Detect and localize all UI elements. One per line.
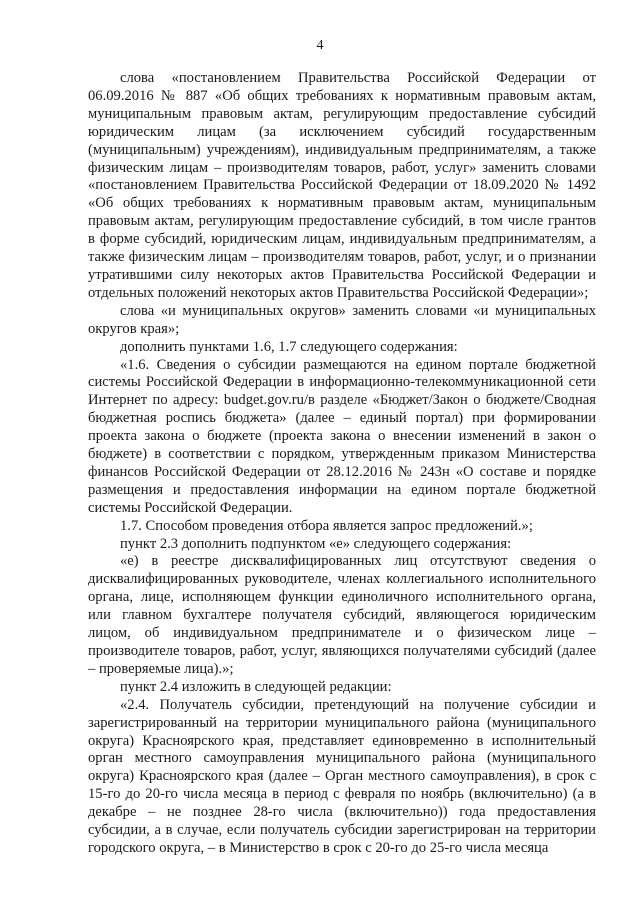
paragraph-replace-resolution: слова «постановлением Правительства Российской Федерации от 06.09.2016 № 887 «Об общих требованиях к нормативным правовым актам, муниципальным правовым актам, регулирующим предоставление субсидий юридическим лицам (за исключением субсидий государственным (муниципальным) учреждениям), индивидуальным предпринимателям, а также физическим лицам – производителям товаров, работ, услуг» заменить словами «постановлением Правительства Российской Федерации от 18.09.2020 № 1492 «Об общих требованиях к нормативным правовым актам, муниципальным правовым актам, регулирующим предоставление субсидий, в том числе грантов в форме субсидий, юридическим лицам, индивидуальным предпринимателям, а также физическим лицам – производителям товаров, работ, услуг, и о признании утратившими силу некоторых актов Правительства Российской Федерации и отдельных положений некоторых актов Правительства Российской Федерации»; bbox=[88, 70, 596, 301]
paragraph-replace-districts: слова «и муниципальных округов» заменить словами «и муниципальных округов края»; bbox=[88, 302, 596, 337]
page-number: 4 bbox=[316, 38, 324, 53]
paragraph-item-2-3-intro: пункт 2.3 дополнить подпунктом «е» следующего содержания: bbox=[120, 535, 512, 552]
paragraph-item-1-7: 1.7. Способом проведения отбора является запрос предложений.»; bbox=[120, 517, 533, 534]
document-body bbox=[88, 70, 596, 858]
paragraph-add-items: дополнить пунктами 1.6, 1.7 следующего содержания: bbox=[120, 338, 458, 355]
paragraph-item-2-4: «2.4. Получатель субсидии, претендующий на получение субсидии и зарегистрированный на территории муниципального района (муниципального округа) Красноярского края, представляет единовременно в исполнительный орган местного самоуправления муниципального района (муниципального округа) Красноярского края (далее – Орган местного самоуправления), в срок с 15-го до 20-го числа месяца в период с февраля по ноябрь (включительно) (а в декабре – не позднее 28-го числа (включительно)) года предоставления субсидии, а в случае, если получатель субсидии зарегистрирован на территории городского округа, – в Министерство в срок с 20-го до 25-го числа месяца bbox=[88, 696, 596, 856]
paragraph-item-1-6: «1.6. Сведения о субсидии размещаются на едином портале бюджетной системы Российской Федерации в информационно-телекоммуникационной сети Интернет по адресу: budget.gov.ru/в разделе «Бюджет/Закон о бюджете/Сводная бюджетная роспись бюджета» (далее – единый портал) при формировании проекта закона о бюджете (проекта закона о внесении изменений в закон о бюджете) в соответствии с порядком, утвержденным приказом Министерства финансов Российской Федерации от 28.12.2016 № 243н «О составе и порядке размещения и предоставления информации на едином портале бюджетной системы Российской Федерации. bbox=[88, 356, 596, 516]
paragraph-subitem-e: «е) в реестре дисквалифицированных лиц отсутствуют сведения о дисквалифицированных руководителе, членах коллегиального исполнительного органа, лице, исполняющем функции единоличного исполнительного органа, или главном бухгалтере получателя субсидий, являющегося юридическим лицом, об индивидуальном предпринимателе и о физическом лице – производителе товаров, работ, услуг, являющихся получателями субсидий (далее – проверяемые лица).»; bbox=[88, 553, 596, 677]
paragraph-item-2-4-intro: пункт 2.4 изложить в следующей редакции: bbox=[120, 678, 392, 695]
